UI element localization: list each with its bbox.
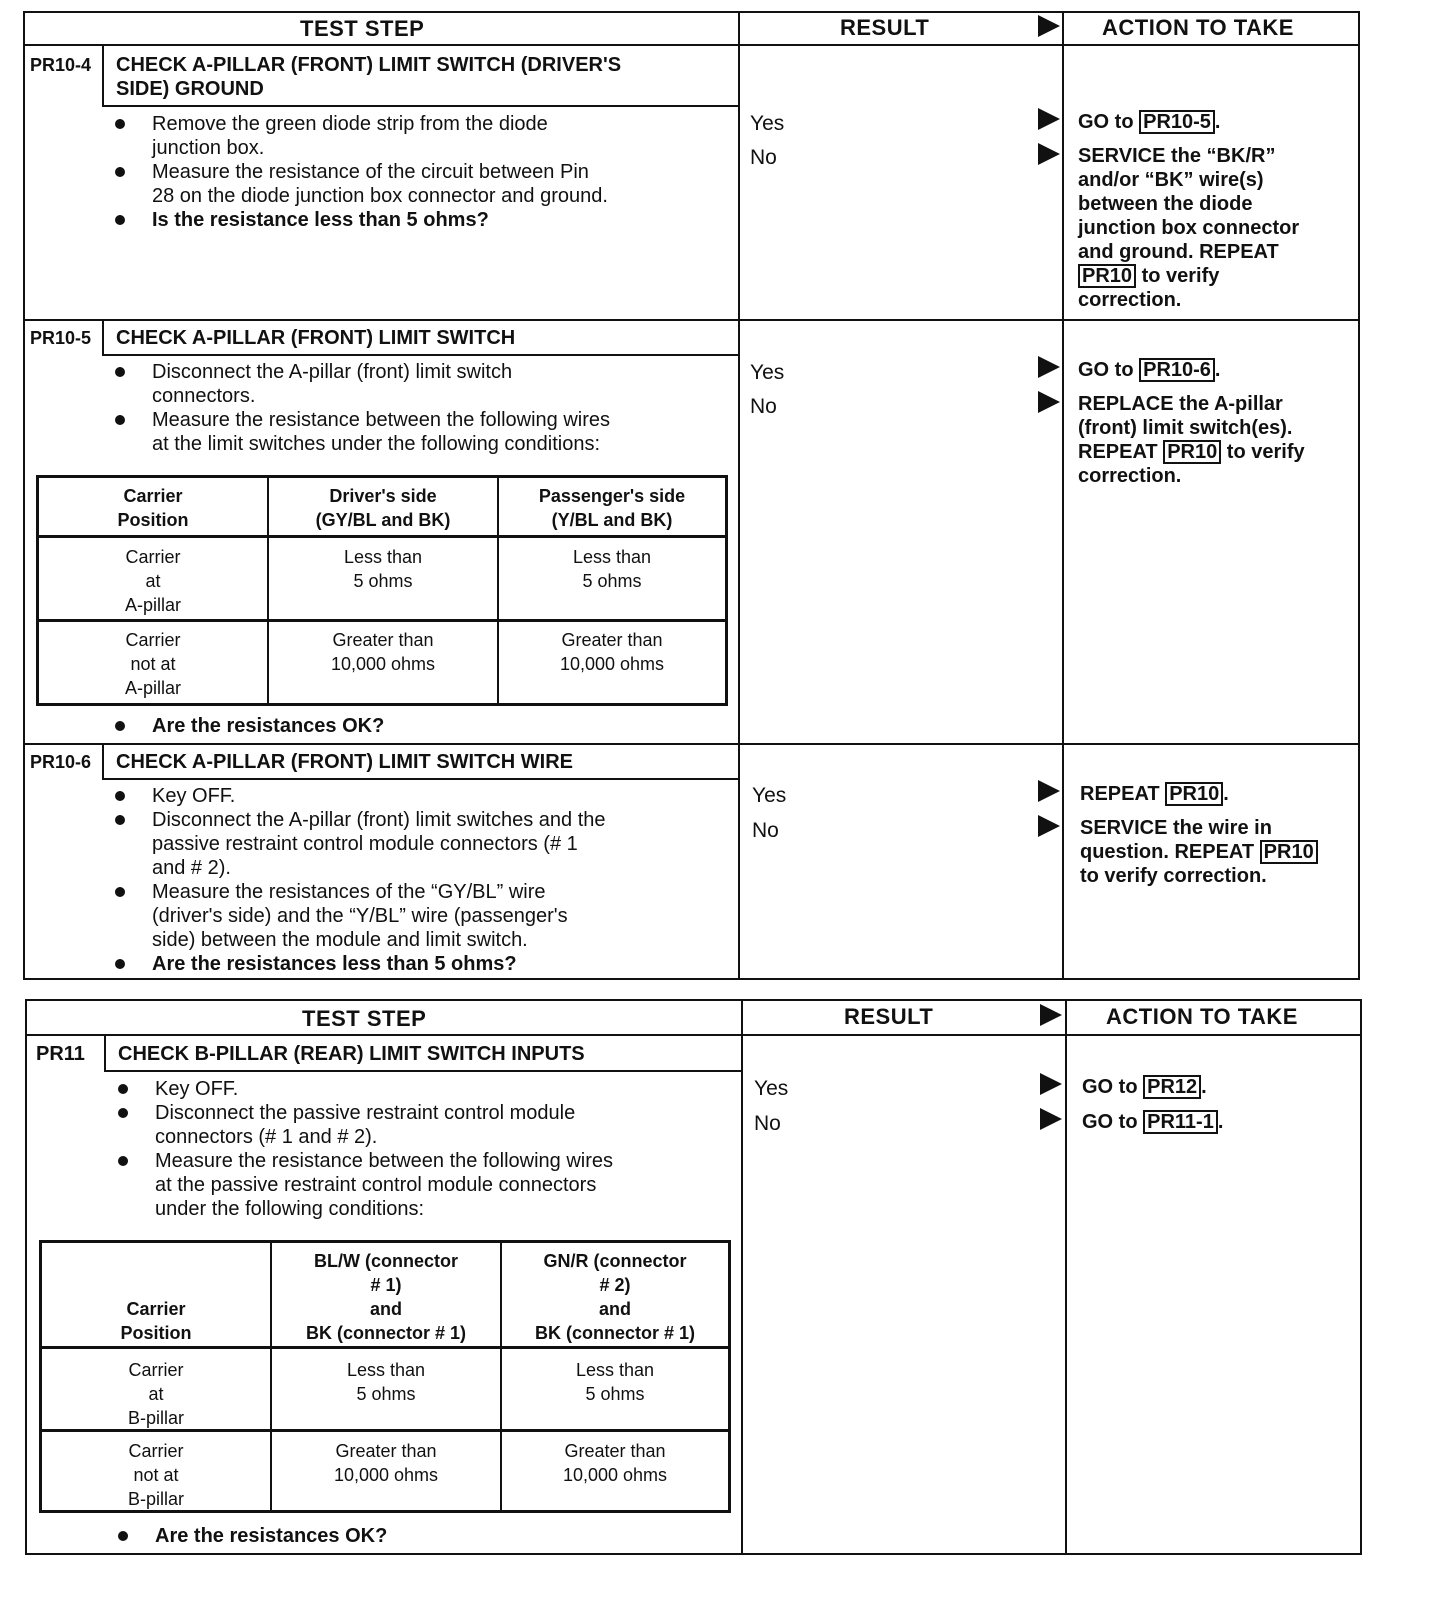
table-header-cell: BL/W (connector # 1) and BK (connector # 1) [305, 1251, 467, 1343]
arrow-icon [1038, 391, 1060, 413]
step-ref-link[interactable]: PR12 [1143, 1075, 1201, 1099]
header-rule [25, 1034, 1362, 1036]
question: Are the resistances less than 5 ohms? [152, 953, 517, 975]
result-no: No [752, 819, 779, 842]
action-yes: GO to PR12 . [1082, 1076, 1207, 1098]
step-ref-link[interactable]: PR10 [1260, 840, 1318, 864]
bullet-icon [115, 721, 125, 731]
bullet-icon [115, 215, 125, 225]
result-no: No [750, 395, 777, 418]
table-cell: Greater than 10,000 ohms [333, 1441, 439, 1485]
table-cell: Less than 5 ohms [343, 547, 423, 591]
bullet-icon [115, 959, 125, 969]
step-title: CHECK A-PILLAR (FRONT) LIMIT SWITCH [116, 327, 516, 349]
step-title: CHECK B-PILLAR (REAR) LIMIT SWITCH INPUTS [118, 1043, 585, 1065]
instruction: Remove the green diode strip from the diode junction box. [152, 113, 548, 159]
action-yes: GO to PR10-6 . [1078, 359, 1221, 381]
table-header-cell: Passenger's side (Y/BL and BK) [538, 486, 686, 530]
step-id: PR10-4 [30, 55, 92, 75]
table-row-divider [36, 619, 728, 622]
table-row-divider [36, 535, 728, 538]
instruction: Measure the resistance of the circuit between Pin 28 on the diode junction box connector and ground. [152, 161, 608, 207]
table-header-cell: Carrier Position [117, 486, 189, 530]
instruction: Key OFF. [155, 1078, 239, 1100]
table-cell: Carrier at A-pillar [124, 547, 181, 615]
result-yes: Yes [754, 1077, 789, 1100]
instruction: Disconnect the A-pillar (front) limit switches and the passive restraint control module connectors (# 1 and # 2). [152, 809, 606, 879]
table-header-cell: Carrier Position [120, 1299, 192, 1343]
table-header-cell: Driver's side (GY/BL and BK) [315, 486, 451, 530]
table-cell: Carrier not at B-pillar [127, 1441, 184, 1509]
step-ref-link[interactable]: PR10 [1078, 264, 1136, 288]
bullet-icon [115, 167, 125, 177]
bullet-icon [115, 815, 125, 825]
arrow-icon [1038, 356, 1060, 378]
action-no: GO to PR11-1 . [1082, 1111, 1224, 1133]
header-arrow-icon [1038, 15, 1060, 37]
bullet-icon [118, 1156, 128, 1166]
result-yes: Yes [752, 784, 787, 807]
instruction: Measure the resistances of the “GY/BL” wire (driver's side) and the “Y/BL” wire (passenger's side) between the module and limit switch. [152, 881, 568, 951]
col-divider-result [741, 999, 743, 1555]
arrow-icon [1038, 815, 1060, 837]
table-cell: Less than 5 ohms [346, 1360, 426, 1404]
id-divider [104, 1034, 106, 1071]
table-row-divider [39, 1346, 731, 1349]
bullet-icon [115, 415, 125, 425]
col-divider-result [738, 11, 740, 980]
step-title: CHECK A-PILLAR (FRONT) LIMIT SWITCH (DRIVER'S SIDE) GROUND [116, 54, 622, 100]
bullet-icon [118, 1108, 128, 1118]
id-divider [102, 44, 104, 106]
title-rule [102, 354, 738, 356]
step-title: CHECK A-PILLAR (FRONT) LIMIT SWITCH WIRE [116, 751, 573, 773]
bullet-icon [115, 367, 125, 377]
arrow-icon [1038, 108, 1060, 130]
step-rule [23, 319, 1360, 321]
title-rule [104, 1070, 741, 1072]
action-no: REPLACE the A-pillar (front) limit switch(es). REPEAT PR10 to verify correction. [1078, 393, 1305, 487]
col-divider-action [1065, 999, 1067, 1555]
question: Is the resistance less than 5 ohms? [152, 209, 489, 231]
header-result: RESULT [844, 1004, 934, 1029]
title-rule [102, 105, 738, 107]
table-cell: Greater than 10,000 ohms [562, 1441, 668, 1485]
bullet-icon [115, 119, 125, 129]
col-divider-action [1062, 11, 1064, 980]
instruction: Key OFF. [152, 785, 236, 807]
question: Are the resistances OK? [155, 1525, 388, 1547]
step-id: PR11 [36, 1043, 85, 1065]
instruction: Measure the resistance between the following wires at the limit switches under the following conditions: [152, 409, 611, 455]
arrow-icon [1038, 143, 1060, 165]
result-no: No [750, 146, 777, 169]
title-rule [102, 778, 738, 780]
result-yes: Yes [750, 361, 785, 384]
action-yes: REPEAT PR10 . [1080, 783, 1229, 805]
header-rule [23, 44, 1360, 46]
id-divider [102, 319, 104, 355]
step-ref-link[interactable]: PR10-5 [1139, 110, 1215, 134]
header-action: ACTION TO TAKE [1106, 1004, 1298, 1029]
question: Are the resistances OK? [152, 715, 385, 737]
instruction: Measure the resistance between the following wires at the passive restraint control module connectors under the following conditions: [155, 1150, 614, 1220]
step-id: PR10-6 [30, 752, 92, 772]
step-ref-link[interactable]: PR11-1 [1143, 1110, 1218, 1134]
step-rule [23, 743, 1360, 745]
action-no: SERVICE the wire in question. REPEAT PR10 to verify correction. [1080, 816, 1318, 888]
instruction: Disconnect the passive restraint control module connectors (# 1 and # 2). [155, 1102, 576, 1148]
header-result: RESULT [840, 15, 930, 40]
id-divider [102, 743, 104, 779]
arrow-icon [1040, 1073, 1062, 1095]
header-test-step: TEST STEP [300, 16, 425, 41]
header-action: ACTION TO TAKE [1102, 15, 1294, 40]
header-test-step: TEST STEP [302, 1006, 427, 1031]
result-yes: Yes [750, 112, 785, 135]
bullet-icon [115, 791, 125, 801]
arrow-icon [1038, 780, 1060, 802]
step-ref-link[interactable]: PR10 [1165, 782, 1223, 806]
action-yes: GO to PR10-5 . [1078, 111, 1221, 133]
result-no: No [754, 1112, 781, 1135]
bullet-icon [118, 1084, 128, 1094]
instruction: Disconnect the A-pillar (front) limit switch connectors. [152, 361, 513, 407]
action-no: SERVICE the “BK/R” and/or “BK” wire(s) between the diode junction box connector and ground. REPEAT PR10 to verify correction. [1078, 145, 1300, 311]
table-cell: Carrier at B-pillar [127, 1360, 184, 1428]
step-ref-link[interactable]: PR10-6 [1139, 358, 1215, 382]
bullet-icon [118, 1531, 128, 1541]
table-cell: Greater than 10,000 ohms [330, 630, 436, 674]
step-ref-link[interactable]: PR10 [1163, 440, 1221, 464]
bullet-icon [115, 887, 125, 897]
table-header-cell: GN/R (connector # 2) and BK (connector # 1) [534, 1251, 696, 1343]
table-cell: Carrier not at A-pillar [124, 630, 181, 698]
arrow-icon [1040, 1108, 1062, 1130]
table-cell: Less than 5 ohms [575, 1360, 655, 1404]
header-arrow-icon [1040, 1004, 1062, 1026]
table-cell: Less than 5 ohms [572, 547, 652, 591]
table-cell: Greater than 10,000 ohms [559, 630, 665, 674]
step-id: PR10-5 [30, 328, 92, 348]
